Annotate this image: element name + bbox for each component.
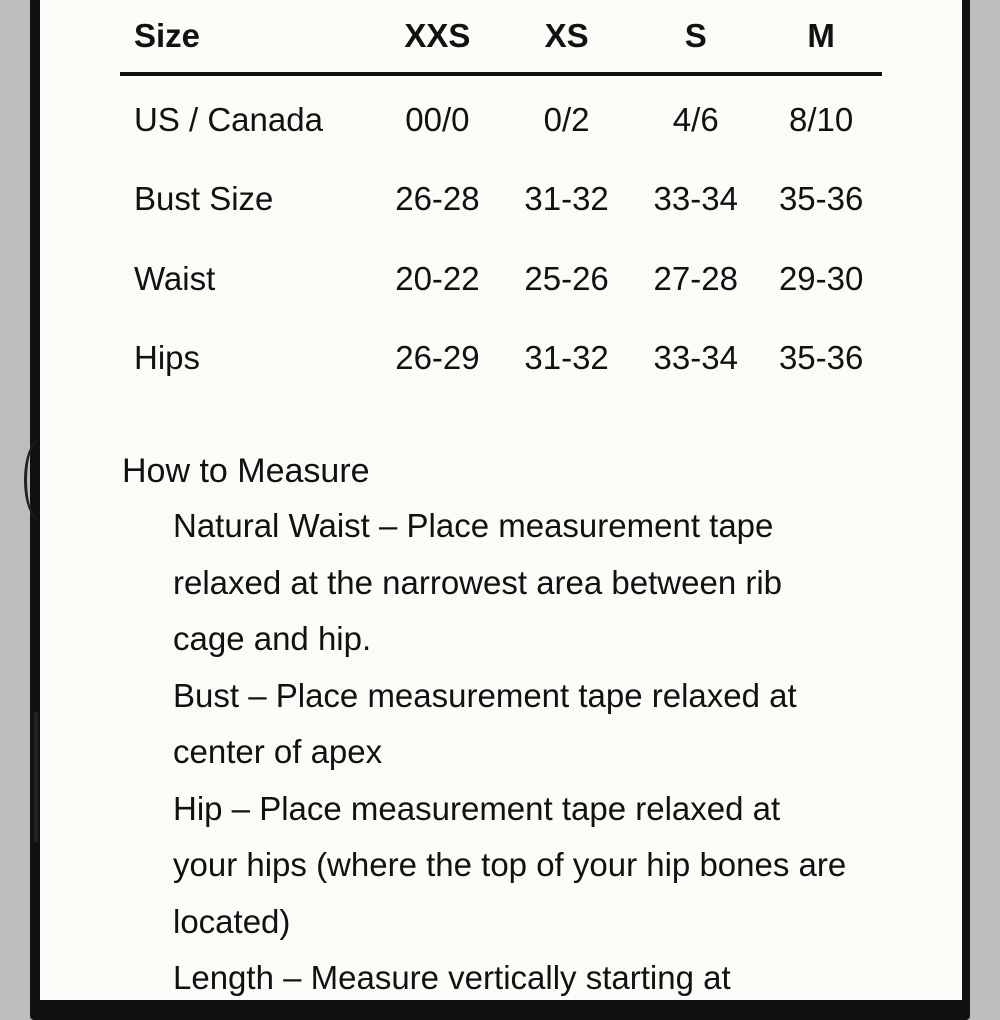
size-header-label: Size bbox=[120, 0, 373, 74]
measure-item-natural-waist: Natural Waist – Place measurement tape relaxed at the narrowest area between rib cage and hip. bbox=[173, 507, 783, 657]
size-chart-table bbox=[120, 0, 882, 398]
size-header-s: S bbox=[631, 0, 760, 74]
table-cell: 00/0 bbox=[405, 100, 470, 138]
table-cell: 35-36 bbox=[778, 180, 864, 218]
measure-item-hip: Hip – Place measurement tape relaxed at your hips (where the top of your hip bones are located) bbox=[173, 789, 847, 940]
size-chart-header-row bbox=[120, 0, 882, 74]
screen[interactable] bbox=[40, 0, 962, 1000]
table-cell: 31-32 bbox=[524, 339, 609, 377]
edge-bar-decoration bbox=[34, 712, 38, 842]
table-cell: 27-28 bbox=[653, 259, 738, 297]
table-cell: 26-29 bbox=[395, 339, 480, 377]
size-header-xxs: XXS bbox=[373, 0, 502, 74]
size-header-xs: XS bbox=[502, 0, 631, 74]
measure-item-length: Length – Measure vertically starting at bbox=[173, 959, 731, 996]
how-to-measure-list bbox=[122, 498, 922, 1000]
table-row-hips bbox=[120, 319, 882, 399]
table-cell: 29-30 bbox=[778, 259, 864, 297]
table-cell: 0/2 bbox=[543, 100, 590, 138]
row-label: Waist bbox=[134, 259, 216, 297]
size-header-m: M bbox=[760, 0, 882, 74]
table-cell: 31-32 bbox=[524, 180, 609, 218]
table-row-us-canada bbox=[120, 74, 882, 160]
table-cell: 8/10 bbox=[789, 100, 854, 138]
table-row-waist bbox=[120, 239, 882, 319]
row-label: US / Canada bbox=[134, 100, 323, 138]
table-cell: 4/6 bbox=[672, 100, 719, 138]
table-cell: 26-28 bbox=[395, 180, 480, 218]
table-row-bust-size bbox=[120, 160, 882, 240]
table-cell: 33-34 bbox=[653, 339, 738, 377]
how-to-measure-title: How to Measure bbox=[122, 452, 370, 490]
table-cell: 33-34 bbox=[653, 180, 738, 218]
table-cell: 35-36 bbox=[778, 339, 864, 377]
row-label: Hips bbox=[134, 339, 201, 377]
measure-item-bust: Bust – Place measurement tape relaxed at center of apex bbox=[173, 676, 797, 770]
table-cell: 25-26 bbox=[524, 259, 609, 297]
table-cell: 20-22 bbox=[395, 259, 480, 297]
row-label: Bust Size bbox=[134, 180, 274, 218]
how-to-measure-section bbox=[122, 448, 922, 1000]
